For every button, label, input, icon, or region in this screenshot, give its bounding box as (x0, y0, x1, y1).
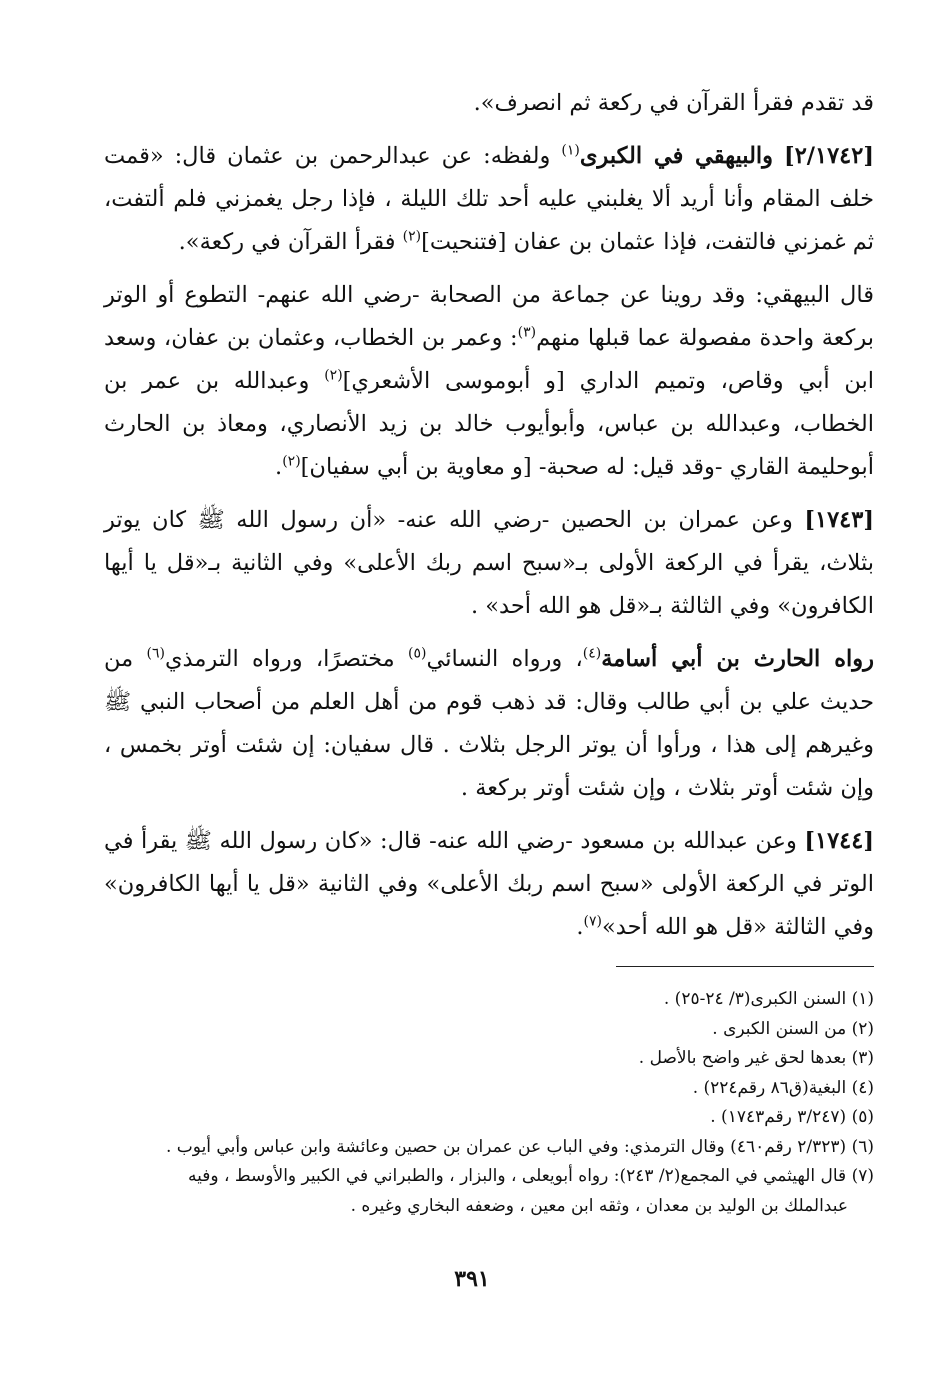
hadith-number: [١٧٤٣] (804, 507, 875, 533)
paragraph-text: من حديث علي بن أبي طالب وقال: قد ذهب قوم من أهل العلم من أصحاب النبي ﷺ وغيرهم إلى هذا ، ورأوا أن يوتر الرجل بثلاث . قال سفيان: إن شئت أوتر بخمس ، وإن شئت أوتر بثلاث ، وإن شئت أوتر بركعة . (104, 646, 874, 801)
page-number: ٣٩١ (454, 1266, 490, 1292)
footnote-ref: (٧) (583, 913, 602, 930)
footnote-ref: (٢) (402, 228, 422, 245)
footnote-separator (616, 966, 874, 967)
hadith-number: [١٧٤٤] (804, 828, 874, 854)
paragraph-text: ، ورواه النسائي (426, 646, 583, 672)
footnote-ref: (١) (561, 142, 580, 159)
hadith-number: [٢/١٧٤٢] (784, 143, 874, 169)
footnote-ref: (٤) (582, 645, 602, 662)
hadith-1744 (104, 820, 874, 949)
footnote-1: (١) السنن الكبرى(٣/ ٢٤-٢٥) . (663, 989, 874, 1009)
footnote-6: (٦) (٢/٣٢٣ رقم٤٦٠) وقال الترمذي: وفي الباب عن عمران بن حصين وعائشة وابن عباس وأبي أيوب . (165, 1136, 874, 1157)
footnote-ref: (٣) (517, 324, 537, 341)
paragraph-text: فقرأ القرآن في ركعة». (178, 229, 396, 255)
footnotes (104, 985, 874, 1221)
source-name: رواه الحارث بن أبي أسامة (601, 646, 875, 672)
paragraph-text: وعن عمران بن الحصين -رضي الله عنه- «أن رسول الله ﷺ كان يوتر بثلاث، يقرأ في الركعة الأولى بـ«سبح اسم ربك الأعلى» وفي الثانية بـ«قل يا أيها الكافرون» وفي الثالثة بـ«قل هو الله أحد» . (104, 507, 874, 619)
footnote-4: (٤) البغية(ق٨٦ رقم٢٢٤) . (692, 1077, 874, 1098)
footnote-ref: (٢) (324, 367, 343, 384)
footnote-7: (٧) قال الهيثمي في المجمع(٢/ ٢٤٣): رواه أبويعلى ، والبزار ، والطبراني في الكبير والأوسط ، وفيه (188, 1166, 874, 1186)
main-text (104, 82, 874, 959)
paragraph-text: قد تقدم فقرأ القرآن في ركعة ثم انصرف». (473, 90, 874, 116)
paragraph-text: قال البيهقي: وقد روينا عن جماعة من الصحابة -رضي الله عنهم- التطوع أو الوتر بركعة واحدة مفصولة عما قبلها منهم (104, 282, 874, 351)
footnote-ref: (٢) (282, 453, 301, 470)
bayhaqi-comment (104, 274, 874, 489)
paragraph-text: وعن عبدالله بن مسعود -رضي الله عنه- قال: «كان رسول الله ﷺ يقرأ في الوتر في الركعة الأولى «سبح اسم ربك الأعلى» وفي الثانية «قل يا أيها الكافرون» وفي الثالثة «قل هو الله أحد» (104, 828, 874, 940)
footnote-3: (٣) بعدها لحق غير واضح بالأصل . (638, 1048, 874, 1068)
paragraph-text: . (576, 914, 584, 940)
paragraph-continuation (104, 82, 874, 125)
footnote-2: (٢) من السنن الكبرى . (712, 1018, 874, 1039)
hadith-1742-2 (104, 135, 874, 264)
paragraph-text: : وعمر بن الخطاب، وعثمان بن عفان، وسعد ابن أبي وقاص، وتميم الداري [و أبوموسى الأشعري] (104, 325, 875, 394)
narration-sources (104, 638, 874, 810)
paragraph-text: وعبدالله بن عمر بن الخطاب، وعبدالله بن عباس، وأبوأيوب خالد بن زيد الأنصاري، ومعاذ بن الحارث أبوحليمة القاري -وقد قيل: له صحبة- [و معاوية بن أبي سفيان] (104, 368, 874, 480)
footnote-ref: (٦) (146, 645, 165, 662)
paragraph-text: مختصرًا، ورواه الترمذي (164, 646, 395, 672)
paragraph-text: . (275, 454, 283, 480)
source-name: والبيهقي في الكبرى (579, 143, 774, 169)
hadith-1743 (104, 499, 874, 628)
paragraph-text: ولفظه: عن عبدالرحمن بن عثمان قال: «قمت خلف المقام وأنا أريد ألا يغلبني عليه أحد تلك الليلة ، فإذا رجل يغمزني فلم ألتفت، ثم غمزني فالتفت، فإذا عثمان بن عفان [فتنحيت] (104, 143, 874, 255)
footnote-ref: (٥) (407, 645, 427, 662)
footnote-7-continuation: عبدالملك بن الوليد بن معدان ، وثقه ابن معين ، وضعفه البخاري وغيره . (350, 1195, 848, 1216)
footnote-5: (٥) (٣/٢٤٧ رقم١٧٤٣) . (710, 1107, 874, 1127)
